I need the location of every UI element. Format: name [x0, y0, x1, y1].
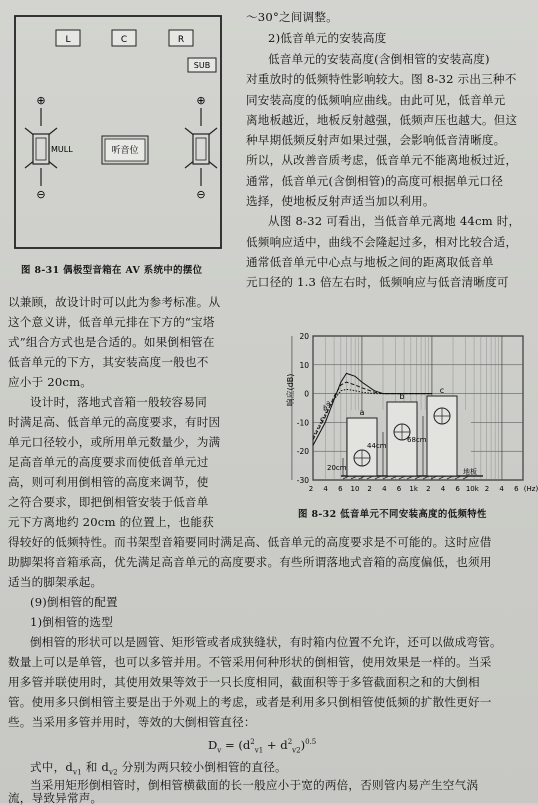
paragraph-line: 适当的脚架承起。: [8, 575, 103, 589]
formula-close: ): [300, 738, 306, 752]
figure-8-32-chart: [283, 328, 538, 504]
y-axis-label: 响应(dB): [286, 373, 295, 407]
x-tick-label: 4: [382, 485, 387, 493]
y-tick-labels: [297, 332, 309, 485]
x-tick-label: 10k: [465, 485, 479, 493]
section-heading-9: (9)倒相管的配置: [30, 595, 118, 609]
dipole-box-right: [193, 134, 209, 164]
paragraph-line: 高，则可利用倒相管的高度来调节，使: [8, 475, 209, 489]
speaker-sub-label: SUB: [193, 61, 211, 70]
plus-sign-right: ⊕: [196, 94, 206, 107]
expl-part: 分别为两只较小倒相管的直径。: [117, 760, 287, 774]
formula-eq: = (d: [221, 738, 251, 752]
paragraph-line: 元口径的 1.3 倍左右时，低频响应与低音清晰度可: [246, 275, 509, 289]
x-tick-label: 4: [499, 485, 504, 493]
paragraph-line: 些。当采用多管并用时，等效的大倒相管直径：: [8, 715, 256, 729]
paragraph-line: 低音单元的安装高度(含倒相管的安装高度): [268, 52, 490, 66]
y-tick-label: 0: [304, 389, 309, 399]
expl-part: 式中，d: [30, 760, 74, 774]
listening-seat: [102, 136, 148, 164]
inset-label-a: a: [359, 408, 365, 417]
paragraph-line: 种早期低频反射声如果过强，会影响低音清晰度。: [246, 133, 506, 147]
y-tick-label: -20: [296, 447, 309, 457]
paragraph-line: 选择，使地板反射声适当加以利用。: [246, 194, 435, 208]
paragraph-line: 单元口径较小，或所用单元数量少，为满: [8, 435, 221, 449]
y-tick-label: -30: [296, 476, 309, 485]
minus-sign-right: ⊖: [196, 188, 206, 201]
speaker-c-label: C: [120, 35, 128, 45]
formula-lhs-sub: v: [217, 746, 222, 755]
x-tick-label: 6: [396, 485, 402, 493]
paragraph-line: 之符合要求，即把倒相管安装于低音单: [8, 495, 209, 509]
paragraph-line: 低音单元的下方，其安装高度一般也不: [8, 355, 209, 369]
x-tick-label: 6: [455, 485, 460, 493]
paragraph-line: 这个意义讲，低音单元排在下方的“宝塔: [8, 315, 215, 329]
speaker-l-label: L: [65, 35, 71, 45]
x-tick-label: 4: [323, 485, 328, 493]
x-tick-label: 2: [426, 485, 431, 493]
dipole-right: [185, 94, 217, 201]
section-heading-1: 1)倒相管的选型: [30, 615, 114, 629]
paragraph-line: 所以，从改善音质考虑，低音单元不能离地板过近，: [246, 153, 518, 167]
paragraph-line: 通常，低音单元(含倒相管)的高度可根据单元口径: [246, 174, 504, 188]
series-label-c: c: [320, 415, 324, 424]
x-tick-label: 2: [308, 485, 314, 493]
formula-exponent: 0.5: [305, 738, 317, 747]
x-tick-label: (Hz): [523, 485, 538, 493]
speaker-r: [169, 30, 193, 46]
inset-diagram: [327, 386, 483, 479]
speaker-r-label: R: [177, 35, 185, 45]
paragraph-line: 以兼顾，故设计时可以此为参考标准。从: [8, 295, 221, 309]
paragraph-line: 管。使用多只倒相管主要是出于外观上的考虑，或者是利用多只倒相管使低频的扩散性更好一: [8, 695, 492, 709]
minus-sign-left: ⊖: [36, 188, 46, 201]
speaker-sub: [188, 58, 216, 72]
paragraph-line: 从图 8-32 可看出，当低音单元离地 44cm 时，: [268, 214, 521, 228]
speaker-l: [56, 30, 80, 46]
floor-label: 地板: [463, 468, 477, 476]
speaker-c: [112, 30, 136, 46]
series-label-b: b: [323, 404, 328, 413]
paragraph-line: 通常低音单元中心点与地板之间的距离取低音单: [246, 255, 494, 269]
formula-sup-1: 2: [250, 738, 255, 747]
paragraph-line: 离地板越近，地板反射越强，低频声压也越大。但这: [246, 113, 518, 127]
x-tick-label: 10: [350, 485, 360, 493]
paragraph-line: 流，导致异常声。: [8, 791, 103, 805]
dipole-box-left: [33, 134, 49, 164]
series-label-a: a: [326, 399, 331, 408]
expl-sub: v2: [109, 768, 118, 777]
x-tick-label: 1k: [409, 485, 418, 493]
paragraph-line: 低频响应适中，曲线不会隆起过多，相对比较合适，: [246, 235, 518, 249]
paragraph-line: 同安装高度的低频响应曲线。由此可见，低音单元: [246, 93, 506, 107]
formula-plus: + d: [263, 738, 288, 752]
formula-lhs: D: [208, 738, 218, 752]
paragraph-line: 时满足高、低音单元的高度要求，有时因: [8, 415, 221, 429]
paragraph-line: 当采用矩形倒相管时，倒相管横截面的长一般应小于宽的两倍，否则管内易产生空气涡: [30, 778, 479, 792]
listening-seat-label: 听音位: [111, 146, 139, 156]
figure-8-32-caption: 图 8-32 低音单元不同安装高度的低频特性: [298, 509, 487, 520]
paragraph-line: 用多管并联使用时，其使用效果等效于一只长度相同，截面积等于多管截面积之和的大倒相: [8, 675, 480, 689]
x-tick-label: 6: [514, 485, 519, 493]
height-label-20cm: 20cm: [327, 464, 347, 472]
paragraph-line: 得较好的低频特性。而书架型音箱要同时满足高、低音单元的高度要求是不可能的。这时应借: [8, 535, 492, 549]
height-label-68cm: 68cm: [407, 436, 427, 444]
inset-label-b: b: [399, 392, 405, 401]
figure-8-31: [11, 4, 229, 252]
paragraph-line: 倒相管的形状可以是圆管、矩形管或者成狭缝状，有时箱内位置不允许，还可以做成弯管。: [30, 635, 502, 649]
x-tick-label: 2: [367, 485, 372, 493]
paragraph-line: 足高音单元的高度要求而使低音单元过: [8, 455, 209, 469]
x-tick-label: 4: [440, 485, 446, 493]
x-tick-label: 2: [484, 485, 490, 493]
paragraph-line: 助脚架将音箱承高，优先满足高音单元的高度要求。有些所谓落地式音箱的高度偏低，也须用: [8, 555, 492, 569]
diameter-formula: [208, 738, 316, 754]
paragraph-line: 对重放时的低频特性影响较大。图 8-32 示出三种不: [246, 72, 517, 86]
inset-label-c: c: [439, 386, 445, 395]
formula-sup-2: 2: [287, 738, 293, 747]
mull-label: MULL: [51, 145, 73, 154]
formula-sub-2: v2: [292, 746, 301, 755]
paragraph-line: 数量上可以是单管，也可以多管并用。不管采用何种形状的倒相管，使用效果是一样的。当采: [8, 655, 492, 669]
x-tick-labels: [309, 485, 538, 493]
paragraph-line: 式”组合方式也是合适的。如果倒相管在: [8, 335, 215, 349]
formula-sub-1: v1: [254, 746, 264, 755]
plus-sign-left: ⊕: [36, 94, 46, 107]
section-heading-2: 2)低音单元的安装高度: [268, 31, 387, 45]
figure-8-31-caption: 图 8-31 偶极型音箱在 AV 系统中的摆位: [21, 265, 203, 276]
y-tick-label: 20: [299, 332, 309, 341]
height-label-44cm: 44cm: [367, 442, 387, 450]
expl-part: 和 d: [81, 760, 110, 774]
paragraph-line: 设计时，落地式音箱一般较容易同: [30, 395, 207, 409]
paragraph-line: ～30°之间调整。: [246, 10, 338, 24]
y-tick-label: 10: [299, 360, 309, 370]
paragraph-line: 元下方离地约 20cm 的位置上，也能获: [8, 515, 214, 529]
paragraph-line: 应小于 20cm。: [8, 375, 93, 389]
expl-sub: v1: [73, 768, 82, 777]
y-tick-label: -10: [296, 418, 309, 428]
x-tick-label: 6: [338, 485, 343, 493]
